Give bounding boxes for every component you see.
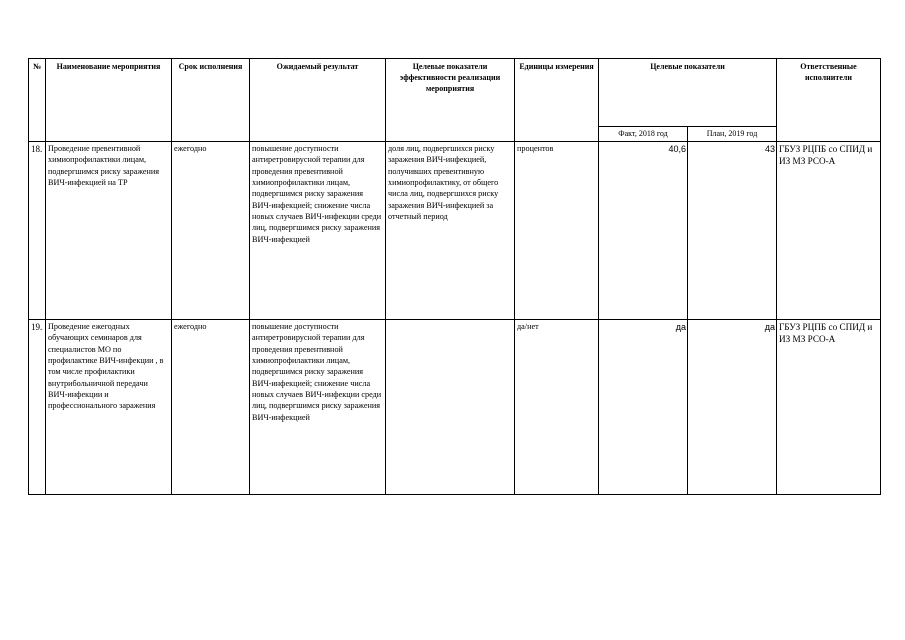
row-plan-value: да [688, 320, 777, 495]
row-result: повышение доступности антиретровирусной терапии для проведения превентивной химиопрофилактики лицам, подвергшимся риску заражения ВИЧ-инфекцией; снижение числа новых случаев ВИЧ-инфекции среди лиц, подвергшимся риску заражения ВИЧ-инфекцией [250, 142, 386, 320]
row-result: повышение доступности антиретровирусной терапии для проведения превентивной химиопрофилактики лицам, подвергшимся риску заражения ВИЧ-инфекцией; снижение числа новых случаев ВИЧ-инфекции среди лиц, подвергшимся риску заражения ВИЧ-инфекцией [250, 320, 386, 495]
row-units: процентов [515, 142, 599, 320]
row-num: 18. [29, 142, 46, 320]
activities-table [28, 58, 881, 495]
row-units: да/нет [515, 320, 599, 495]
row-indicator: доля лиц, подвергшихся риску заражения ВИЧ-инфекцией, получивших превентивную химиопрофилактику, от общего числа лиц, подвергшихся риску заражения ВИЧ-инфекцией за отчетный период [386, 142, 515, 320]
header-plan: План, 2019 год [688, 127, 777, 142]
header-term: Срок исполнения [172, 59, 250, 142]
header-result: Ожидаемый результат [250, 59, 386, 142]
header-row [29, 59, 881, 127]
row-responsible: ГБУЗ РЦПБ со СПИД и ИЗ МЗ РСО-А [777, 320, 881, 495]
row-name: Проведение ежегодных обучающих семинаров для специалистов МО по профилактике ВИЧ-инфекции , в том числе профилактики внутрибольничной передачи ВИЧ-инфекции и профессионального заражения [46, 320, 172, 495]
row-name: Проведение превентивной химиопрофилактики лицам, подвергшимся риску заражения ВИЧ-инфекцией на ТР [46, 142, 172, 320]
row-responsible: ГБУЗ РЦПБ со СПИД и ИЗ МЗ РСО-А [777, 142, 881, 320]
row-indicator [386, 320, 515, 495]
row-fact-value: 40,6 [599, 142, 688, 320]
header-indicators: Целевые показатели эффективности реализации мероприятия [386, 59, 515, 142]
header-units: Единицы измерения [515, 59, 599, 142]
header-responsible: Ответственные исполнители [777, 59, 881, 142]
row-plan-value: 43 [688, 142, 777, 320]
header-num: № [29, 59, 46, 142]
row-term: ежегодно [172, 320, 250, 495]
row-term: ежегодно [172, 142, 250, 320]
header-fact: Факт, 2018 год [599, 127, 688, 142]
table-row [29, 142, 881, 320]
header-name: Наименование мероприятия [46, 59, 172, 142]
table-row [29, 320, 881, 495]
row-fact-value: да [599, 320, 688, 495]
header-targets: Целевые показатели [599, 59, 777, 127]
row-num: 19. [29, 320, 46, 495]
